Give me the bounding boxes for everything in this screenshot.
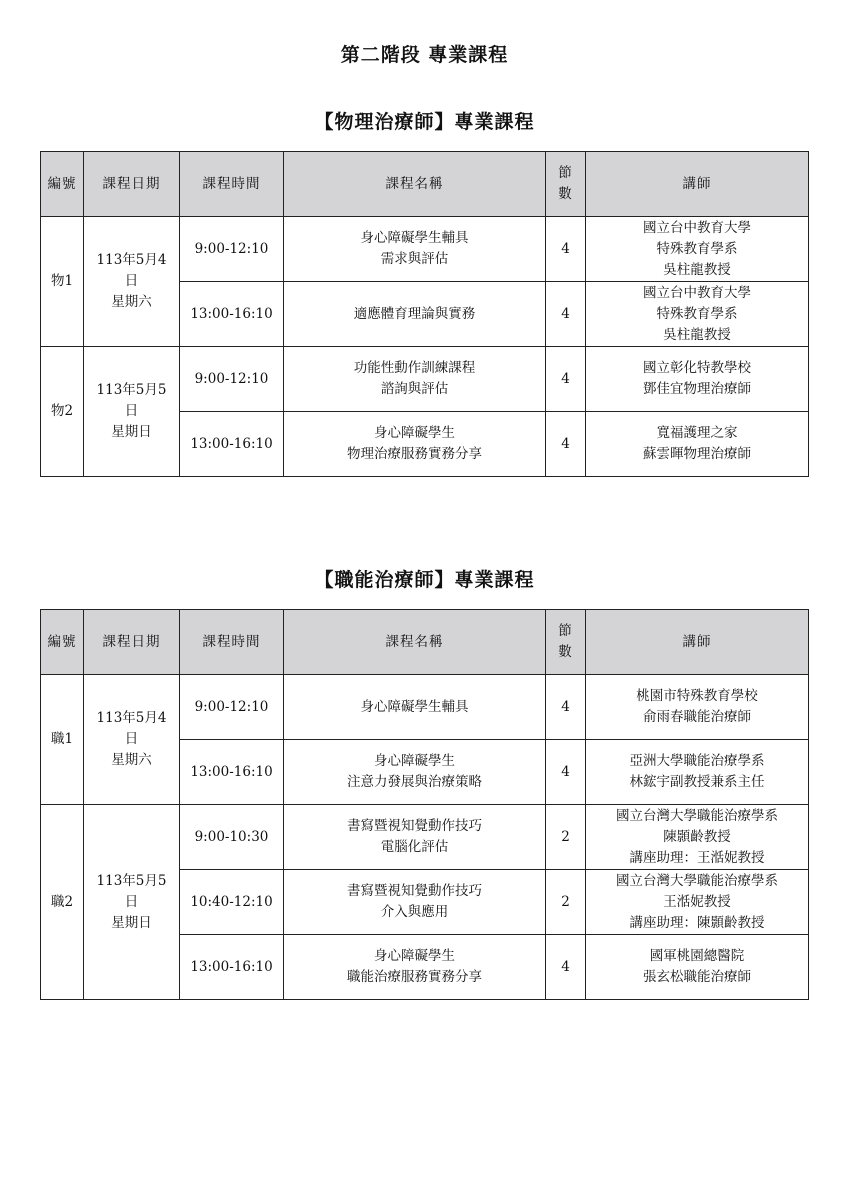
- course-instructor: 國立台中教育大學 特殊教育學系 吳柱龍教授: [586, 217, 809, 282]
- table-header-row: [41, 610, 809, 675]
- course-date: 113年5月4 日 星期六: [84, 217, 180, 347]
- header-time: 課程時間: [180, 152, 284, 217]
- course-instructor: 國立台灣大學職能治療學系 陳顥齡教授 講座助理：王湉妮教授: [586, 805, 809, 870]
- header-instructor: 講師: [586, 610, 809, 675]
- table-row: [41, 805, 809, 870]
- header-instructor: 講師: [586, 152, 809, 217]
- course-id: 職1: [41, 675, 84, 805]
- page-title: 第二階段 專業課程: [340, 44, 509, 66]
- course-sessions: 4: [546, 675, 586, 740]
- header-id: 編號: [41, 610, 84, 675]
- section-title-pt: 【物理治療師】專業課程: [314, 111, 535, 133]
- header-time: 課程時間: [180, 610, 284, 675]
- course-instructor: 國立台灣大學職能治療學系 王湉妮教授 講座助理：陳顥齡教授: [586, 870, 809, 935]
- course-instructor: 國軍桃園總醫院 張玄松職能治療師: [586, 935, 809, 1000]
- course-id: 物1: [41, 217, 84, 347]
- course-time: 13:00-16:10: [180, 935, 284, 1000]
- course-time: 9:00-12:10: [180, 347, 284, 412]
- course-sessions: 4: [546, 347, 586, 412]
- course-sessions: 4: [546, 412, 586, 477]
- course-name: 適應體育理論與實務: [284, 282, 546, 347]
- header-sessions: 節 數: [546, 610, 586, 675]
- course-name: 功能性動作訓練課程 諮詢與評估: [284, 347, 546, 412]
- course-instructor: 寬福護理之家 蘇雲暉物理治療師: [586, 412, 809, 477]
- course-instructor: 國立台中教育大學 特殊教育學系 吳柱龍教授: [586, 282, 809, 347]
- course-name: 身心障礙學生輔具 需求與評估: [284, 217, 546, 282]
- course-date: 113年5月5 日 星期日: [84, 805, 180, 1000]
- course-id: 職2: [41, 805, 84, 1000]
- course-date: 113年5月5 日 星期日: [84, 347, 180, 477]
- course-id: 物2: [41, 347, 84, 477]
- course-name: 身心障礙學生 注意力發展與治療策略: [284, 740, 546, 805]
- table-header-row: [41, 152, 809, 217]
- table-row: [41, 675, 809, 740]
- ot-course-table: [40, 609, 809, 1000]
- course-time: 10:40-12:10: [180, 870, 284, 935]
- header-name: 課程名稱: [284, 152, 546, 217]
- course-sessions: 4: [546, 740, 586, 805]
- course-name: 書寫暨視知覺動作技巧 介入與應用: [284, 870, 546, 935]
- course-sessions: 4: [546, 935, 586, 1000]
- course-instructor: 國立彰化特教學校 鄧佳宜物理治療師: [586, 347, 809, 412]
- course-name: 身心障礙學生輔具: [284, 675, 546, 740]
- course-time: 9:00-12:10: [180, 217, 284, 282]
- course-sessions: 4: [546, 282, 586, 347]
- table-row: [41, 347, 809, 412]
- pt-course-table: [40, 151, 809, 477]
- table-row: [41, 217, 809, 282]
- course-time: 9:00-12:10: [180, 675, 284, 740]
- course-instructor: 亞洲大學職能治療學系 林鋐宇副教授兼系主任: [586, 740, 809, 805]
- header-date: 課程日期: [84, 152, 180, 217]
- course-sessions: 2: [546, 805, 586, 870]
- course-instructor: 桃園市特殊教育學校 俞雨春職能治療師: [586, 675, 809, 740]
- course-name: 書寫暨視知覺動作技巧 電腦化評估: [284, 805, 546, 870]
- course-time: 13:00-16:10: [180, 740, 284, 805]
- course-time: 9:00-10:30: [180, 805, 284, 870]
- course-sessions: 4: [546, 217, 586, 282]
- header-sessions: 節 數: [546, 152, 586, 217]
- course-name: 身心障礙學生 物理治療服務實務分享: [284, 412, 546, 477]
- course-time: 13:00-16:10: [180, 412, 284, 477]
- course-sessions: 2: [546, 870, 586, 935]
- section-title-ot: 【職能治療師】專業課程: [314, 569, 535, 591]
- course-name: 身心障礙學生 職能治療服務實務分享: [284, 935, 546, 1000]
- course-date: 113年5月4 日 星期六: [84, 675, 180, 805]
- header-name: 課程名稱: [284, 610, 546, 675]
- course-time: 13:00-16:10: [180, 282, 284, 347]
- header-id: 編號: [41, 152, 84, 217]
- header-date: 課程日期: [84, 610, 180, 675]
